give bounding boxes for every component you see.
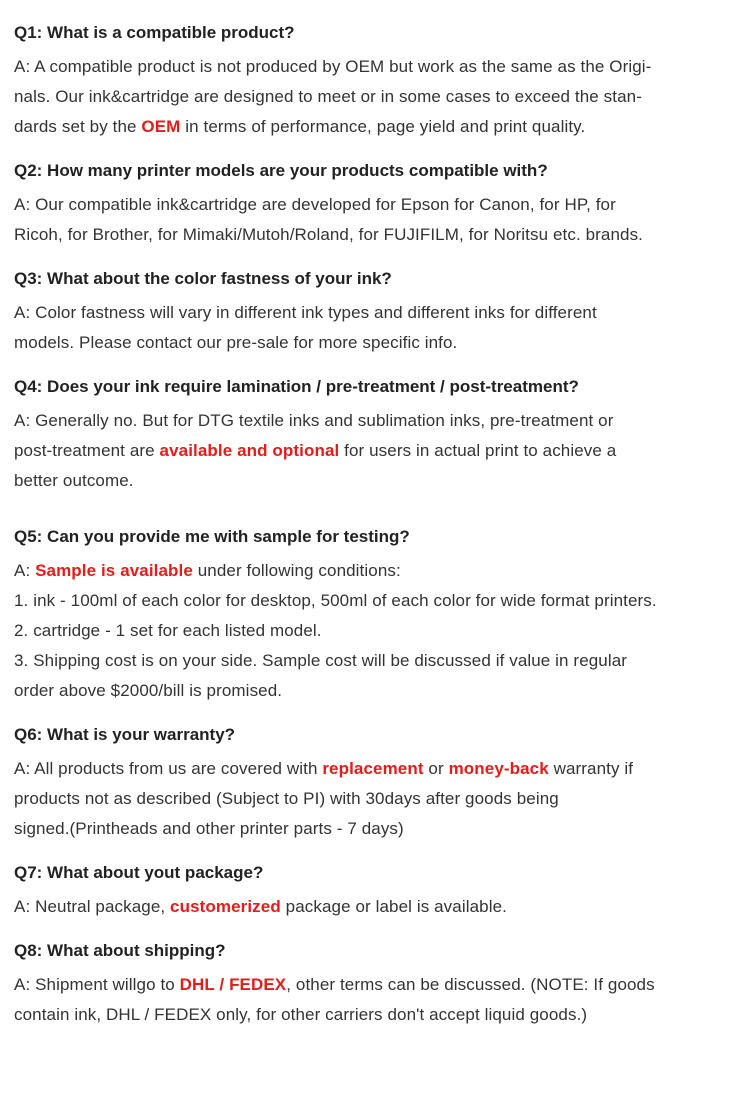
highlight-text: available and optional xyxy=(159,441,340,460)
answer-text: 3. Shipping cost is on your side. Sample cost will be discussed if value in regular xyxy=(14,651,628,670)
answer-text: A: Shipment willgo to xyxy=(14,975,180,994)
answer-text: A: Neutral package, xyxy=(14,897,171,916)
faq-answer-line xyxy=(14,52,744,82)
answer-text: 2. cartridge - 1 set for each listed model. xyxy=(14,621,322,640)
faq-answer-line xyxy=(14,784,744,814)
faq-question: Q6: What is your warranty? xyxy=(14,725,236,744)
faq-answer-line xyxy=(14,814,744,844)
faq-answer-line xyxy=(14,892,744,922)
answer-text: post-treatment are xyxy=(14,441,160,460)
faq-answer-line xyxy=(14,970,744,1000)
answer-text: models. Please contact our pre-sale for more specific info. xyxy=(14,333,458,352)
answer-text: A: Our compatible ink&cartridge are developed for Epson for Canon, for HP, for xyxy=(14,195,616,214)
faq-answer-line xyxy=(14,190,744,220)
faq-question: Q8: What about shipping? xyxy=(14,941,226,960)
faq-question: Q1: What is a compatible product? xyxy=(14,23,295,42)
faq-item xyxy=(14,160,744,250)
faq-answer-line xyxy=(14,586,744,616)
highlight-text: Sample is available xyxy=(35,561,193,580)
faq-answer-line xyxy=(14,220,744,250)
highlight-text: DHL / FEDEX xyxy=(179,975,287,994)
faq-answer-line xyxy=(14,298,744,328)
highlight-text: customerized xyxy=(170,897,281,916)
highlight-text: replacement xyxy=(322,759,424,778)
faq-answer-line xyxy=(14,436,744,466)
faq-question: Q3: What about the color fastness of your ink? xyxy=(14,269,392,288)
faq-item xyxy=(14,526,744,706)
answer-text: , other terms can be discussed. (NOTE: If goods xyxy=(286,975,655,994)
answer-text: Ricoh, for Brother, for Mimaki/Mutoh/Roland, for FUJIFILM, for Noritsu etc. brands. xyxy=(14,225,644,244)
faq-question: Q7: What about yout package? xyxy=(14,863,264,882)
answer-text: package or label is available. xyxy=(280,897,507,916)
faq-answer-line xyxy=(14,82,744,112)
faq-answer-line xyxy=(14,676,744,706)
answer-text: nals. Our ink&cartridge are designed to meet or in some cases to exceed the stan- xyxy=(14,87,642,106)
answer-text: warranty if xyxy=(548,759,634,778)
highlight-text: OEM xyxy=(141,117,181,136)
answer-text: A: A compatible product is not produced by OEM but work as the same as the Origi- xyxy=(14,57,652,76)
answer-text: contain ink, DHL / FEDEX only, for other carriers don't accept liquid goods.) xyxy=(14,1005,588,1024)
faq-item xyxy=(14,22,744,142)
answer-text: or xyxy=(423,759,449,778)
faq-question: Q2: How many printer models are your products compatible with? xyxy=(14,161,548,180)
answer-text: under following conditions: xyxy=(192,561,401,580)
answer-text: products not as described (Subject to PI) with 30days after goods being xyxy=(14,789,559,808)
faq-item xyxy=(14,724,744,844)
answer-text: signed.(Printheads and other printer parts - 7 days) xyxy=(14,819,404,838)
faq-question: Q5: Can you provide me with sample for testing? xyxy=(14,527,410,546)
faq-answer-line xyxy=(14,1000,744,1030)
faq-answer-line xyxy=(14,616,744,646)
answer-text: A: All products from us are covered with xyxy=(14,759,323,778)
faq-answer-line xyxy=(14,556,744,586)
faq-answer-line xyxy=(14,466,744,496)
faq-answer-line xyxy=(14,328,744,358)
faq-item xyxy=(14,940,744,1030)
faq-item xyxy=(14,376,744,496)
answer-text: A: Generally no. But for DTG textile inks and sublimation inks, pre-treatment or xyxy=(14,411,614,430)
faq-item xyxy=(14,268,744,358)
faq-answer-line xyxy=(14,112,744,142)
answer-text: 1. ink - 100ml of each color for desktop, 500ml of each color for wide format printers. xyxy=(14,591,657,610)
answer-text: in terms of performance, page yield and print quality. xyxy=(180,117,586,136)
faq-answer-line xyxy=(14,406,744,436)
answer-text: dards set by the xyxy=(14,117,142,136)
faq-answer-line xyxy=(14,754,744,784)
answer-text: A: Color fastness will vary in different ink types and different inks for different xyxy=(14,303,597,322)
highlight-text: money-back xyxy=(448,759,549,778)
faq-answer-line xyxy=(14,646,744,676)
answer-text: better outcome. xyxy=(14,471,134,490)
faq-question: Q4: Does your ink require lamination / pre-treatment / post-treatment? xyxy=(14,377,579,396)
answer-text: for users in actual print to achieve a xyxy=(339,441,617,460)
faq-item xyxy=(14,862,744,922)
answer-text: A: xyxy=(14,561,36,580)
answer-text: order above $2000/bill is promised. xyxy=(14,681,283,700)
